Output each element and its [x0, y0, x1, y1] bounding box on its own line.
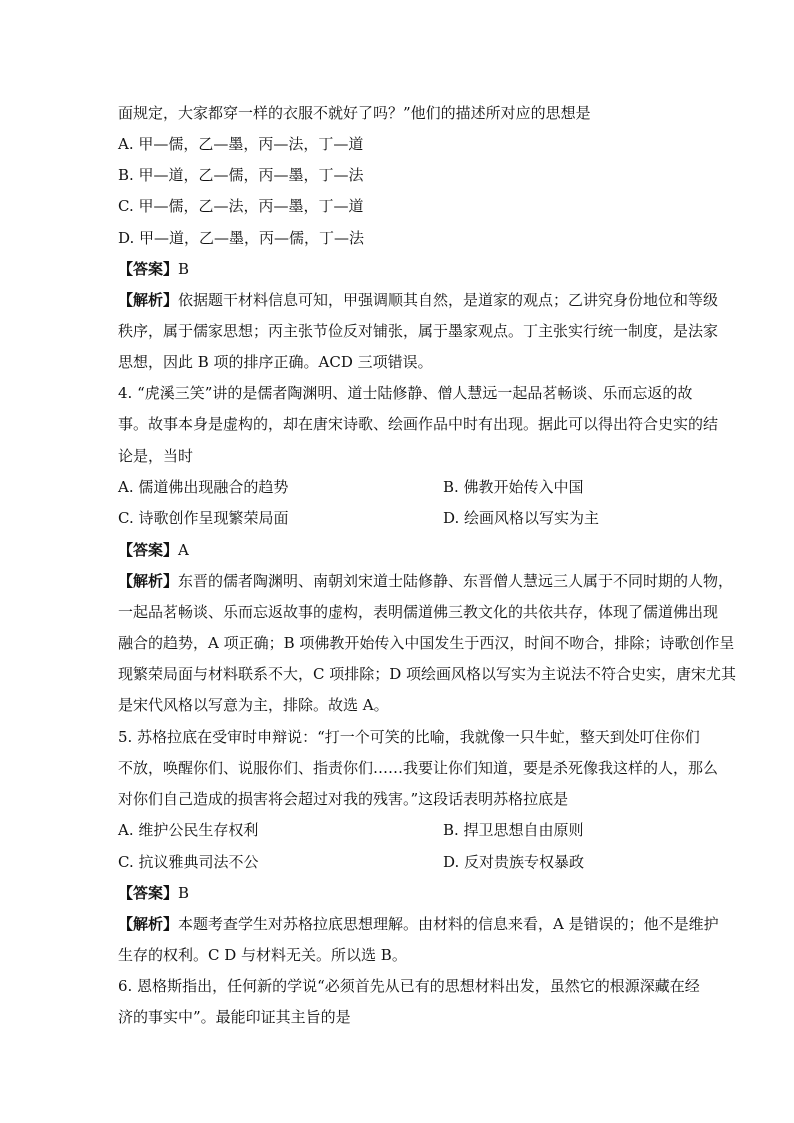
- q4-option-c: C. 诗歌创作呈现繁荣局面: [118, 509, 289, 527]
- q4-stem-line-2: 事。故事本身是虚构的，却在唐宋诗歌、绘画作品中时有出现。据此可以得出符合史实的结: [118, 415, 719, 433]
- q5-option-d: D. 反对贵族专权暴政: [443, 853, 585, 871]
- q5-answer: [118, 883, 189, 903]
- q3-answer: [118, 259, 189, 279]
- answer-value: B: [178, 260, 190, 278]
- q4-analysis-line-2: 一起品茗畅谈、乐而忘返故事的虚构，表明儒道佛三教文化的共依共存，体现了儒道佛出现: [118, 603, 719, 621]
- q5-stem-line-3: 对你们自己造成的损害将会超过对我的残害。”这段话表明苏格拉底是: [118, 790, 569, 808]
- q5-stem-line-2: 不放，唤醒你们、说服你们、指责你们……我要让你们知道，要是杀死像我这样的人，那么: [118, 759, 719, 777]
- answer-value: B: [178, 884, 190, 902]
- q3-option-a: A. 甲—儒，乙—墨，丙—法，丁—道: [118, 135, 364, 153]
- q3-analysis-line-2: 秩序，属于儒家思想；丙主张节俭反对铺张，属于墨家观点。丁主张实行统一制度，是法家: [118, 322, 719, 340]
- analysis-label: 【解析】: [118, 572, 179, 590]
- q3-analysis-line-1: 【解析】依据题干材料信息可知，甲强调顺其自然，是道家的观点；乙讲究身份地位和等级: [118, 291, 719, 309]
- q4-option-d: D. 绘画风格以写实为主: [443, 509, 600, 527]
- q4-answer: [118, 540, 189, 560]
- answer-label: 【答案】: [118, 260, 179, 278]
- q4-stem-line-1: 4. “虎溪三笑”讲的是儒者陶渊明、道士陆修静、僧人慧远一起品茗畅谈、乐而忘返的故: [118, 384, 693, 402]
- q5-analysis-line-1: 【解析】本题考查学生对苏格拉底思想理解。由材料的信息来看，A 是错误的；他不是维护: [118, 915, 719, 933]
- q3-option-b: B. 甲—道，乙—儒，丙—墨，丁—法: [118, 166, 364, 184]
- q4-analysis-line-5: 是宋代风格以写意为主，排除。故选 A。: [118, 696, 389, 714]
- q4-option-a: A. 儒道佛出现融合的趋势: [118, 478, 289, 496]
- answer-label: 【答案】: [118, 541, 179, 559]
- q4-option-b: B. 佛教开始传入中国: [443, 478, 584, 496]
- q5-option-b: B. 捍卫思想自由原则: [443, 821, 584, 839]
- q4-stem-line-3: 论是，当时: [118, 447, 194, 465]
- q5-option-a: A. 维护公民生存权利: [118, 821, 259, 839]
- answer-value: A: [178, 541, 189, 559]
- q3-option-c: C. 甲—儒，乙—法，丙—墨，丁—道: [118, 197, 364, 215]
- analysis-label: 【解析】: [118, 291, 179, 309]
- q4-analysis-line-3: 融合的趋势，A 项正确；B 项佛教开始传入中国发生于西汉，时间不吻合，排除；诗歌创作呈: [118, 634, 735, 652]
- q4-analysis-line-4: 现繁荣局面与材料联系不大，C 项排除；D 项绘画风格以写实为主说法不符合史实，唐宋尤其: [118, 665, 737, 683]
- q5-stem-line-1: 5. 苏格拉底在受审时申辩说：“打一个可笑的比喻，我就像一只牛虻，整天到处叮住你们: [118, 728, 700, 746]
- analysis-label: 【解析】: [118, 915, 179, 933]
- q5-analysis-line-2: 生存的权利。C D 与材料无关。所以选 B。: [118, 946, 407, 964]
- q3-option-d: D. 甲—道，乙—墨，丙—儒，丁—法: [118, 229, 365, 247]
- q3-stem-tail: 面规定，大家都穿一样的衣服不就好了吗？”他们的描述所对应的思想是: [118, 104, 591, 122]
- q6-stem-line-1: 6. 恩格斯指出，任何新的学说“必须首先从已有的思想材料出发，虽然它的根源深藏在经: [118, 977, 700, 995]
- q6-stem-line-2: 济的事实中”。最能印证其主旨的是: [118, 1008, 351, 1026]
- q5-option-c: C. 抗议雅典司法不公: [118, 853, 259, 871]
- q4-analysis-line-1: 【解析】东晋的儒者陶渊明、南朝刘宋道士陆修静、东晋僧人慧远三人属于不同时期的人物，: [118, 572, 734, 590]
- answer-label: 【答案】: [118, 884, 179, 902]
- q3-analysis-line-3: 思想，因此 B 项的排序正确。ACD 三项错误。: [118, 353, 433, 371]
